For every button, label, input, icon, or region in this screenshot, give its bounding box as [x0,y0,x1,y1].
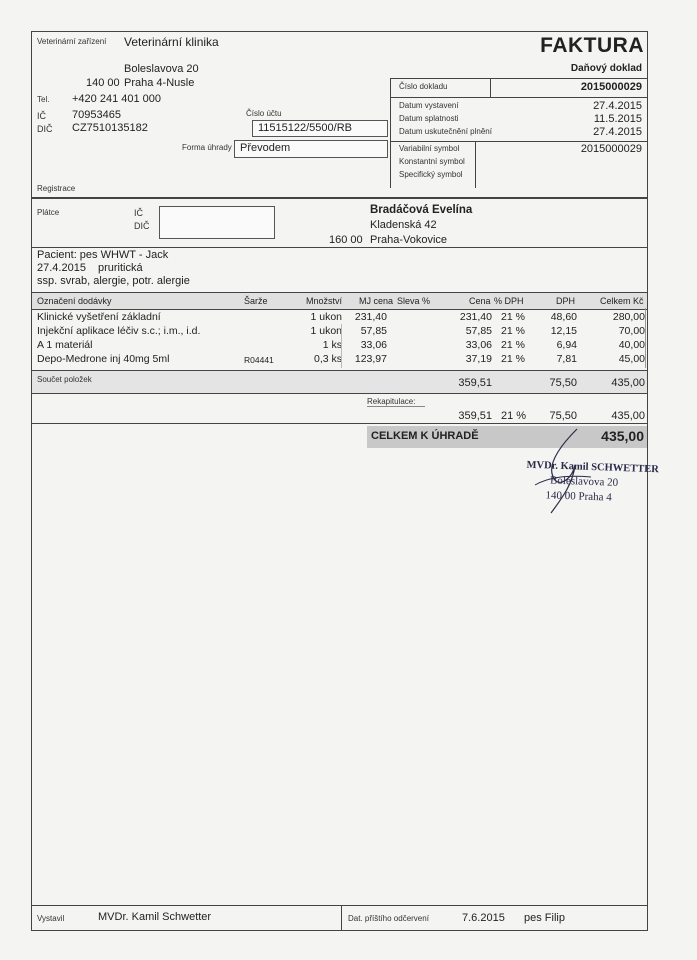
header-vat-rate: % DPH [494,296,524,306]
vs-value: 2015000029 [580,143,642,155]
grand-total-label: CELKEM K ÚHRADĚ [371,430,479,442]
item-vat-rate: 21 % [501,353,525,365]
header-unit-price: MJ cena [359,296,394,306]
due-date-label: Datum splatnosti [399,114,459,123]
item-vat-rate: 21 % [501,311,525,323]
item-total: 45,00 [618,353,645,365]
account-label: Číslo účtu [246,109,282,118]
item-qty: 0,3 ks [313,353,342,365]
payer-label: Plátce [37,208,60,217]
item-unit-price: 231,40 [354,311,387,323]
item-vat-rate: 21 % [501,339,525,351]
item-name: A 1 materiál [37,339,93,351]
item-vat: 7,81 [556,353,577,365]
item-vat: 48,60 [550,311,577,323]
recap-price: 359,51 [458,410,492,422]
payment-label: Forma úhrady [182,143,232,152]
sum-label: Součet položek [37,375,92,384]
issued-by-label: Vystavil [37,914,65,923]
item-unit-price: 57,85 [360,325,387,337]
ss-label: Specifický symbol [399,170,463,179]
recap-label: Rekapitulace: [367,397,416,406]
sum-vat: 75,50 [549,377,577,389]
sum-total: 435,00 [611,377,645,389]
header-qty: Množství [306,296,343,306]
taxable-date-label: Datum uskutečnění plnění [399,127,492,136]
doc-number: 2015000029 [580,81,642,93]
facility-street: Boleslavova 20 [124,63,199,75]
header-vat: DPH [556,296,576,306]
item-total: 280,00 [612,311,645,323]
signature [515,425,605,520]
next-visit-note: pes Filip [524,912,565,924]
next-visit-label: Dat. příštího odčervení [348,914,429,923]
facility-name: Veterinární klinika [124,35,219,49]
item-name: Klinické vyšetření základní [37,311,161,323]
taxable-date: 27.4.2015 [593,126,642,138]
item-qty: 1 ks [322,339,342,351]
item-price: 37,19 [465,353,492,365]
facility-ic: 70953465 [72,109,121,121]
item-vat-rate: 21 % [501,325,525,337]
issue-date-label: Datum vystavení [399,101,459,110]
issue-date: 27.4.2015 [593,100,642,112]
sum-price: 359,51 [458,377,492,389]
stamp-line3: 140 00 Praha 4 [545,489,612,504]
payer-ic-label: IČ [134,208,143,218]
recap-vat: 75,50 [549,410,577,422]
grand-total: 435,00 [601,428,644,444]
registration-label: Registrace [37,184,76,193]
item-vat: 12,15 [550,325,577,337]
facility-account: 11515122/5500/RB [258,122,352,134]
header-batch: Šarže [244,296,268,306]
facility-zip: 140 00 [86,77,120,89]
facility-payment: Převodem [240,142,291,154]
payer-ic-box [159,206,275,239]
item-price: 57,85 [465,325,492,337]
facility-tel: +420 241 401 000 [72,93,162,105]
item-vat: 6,94 [556,339,577,351]
header-price: Cena [469,296,491,306]
facility-label: Veterinární zařízení [37,37,107,46]
vs-label: Variabilní symbol [399,144,460,153]
item-qty: 1 ukon [310,325,342,337]
item-price: 33,06 [465,339,492,351]
payer-dic-label: DIČ [134,221,150,231]
item-unit-price: 33,06 [360,339,387,351]
facility-dic: CZ7510135182 [72,122,148,134]
recap-total: 435,00 [611,410,645,422]
ks-label: Konstantní symbol [399,157,465,166]
recap-rate: 21 % [501,410,527,422]
doc-number-label: Číslo dokladu [399,82,448,91]
item-qty: 1 ukon [310,311,342,323]
patient-date: 27.4.2015 [37,262,86,274]
item-price: 231,40 [459,311,492,323]
issued-by: MVDr. Kamil Schwetter [98,911,212,923]
stamp-line2: Boleslavova 20 [549,474,619,489]
item-name: Injekční aplikace léčiv s.c.; i.m., i.d. [37,325,201,337]
document-title: FAKTURA [540,34,644,57]
payer-zip: 160 00 [329,234,363,246]
payer-street: Kladenská 42 [370,219,437,231]
patient-notes: ssp. svrab, alergie, potr. alergie [37,275,190,287]
item-total: 40,00 [618,339,645,351]
item-name: Depo-Medrone inj 40mg 5ml [37,353,170,365]
dic-label: DIČ [37,124,53,134]
document-subtitle: Daňový doklad [570,63,642,74]
item-total: 70,00 [618,325,645,337]
ic-label: IČ [37,111,46,121]
payer-city: Praha-Vokovice [370,234,448,246]
header-total: Celkem Kč [600,296,644,306]
patient-line: Pacient: pes WHWT - Jack [37,249,169,261]
patient-diagnosis: pruritická [98,262,143,274]
header-discount: Sleva % [397,296,431,306]
tel-label: Tel. [37,95,50,104]
item-batch: R04441 [244,355,274,365]
facility-city: Praha 4-Nusle [124,77,195,89]
due-date: 11.5.2015 [593,113,642,125]
item-unit-price: 123,97 [354,353,387,365]
payer-name: Bradáčová Evelína [370,204,473,216]
header-item: Označení dodávky [37,296,112,306]
next-visit-date: 7.6.2015 [462,912,505,924]
stamp-line1: MVDr. Kamil SCHWETTER [526,459,660,476]
